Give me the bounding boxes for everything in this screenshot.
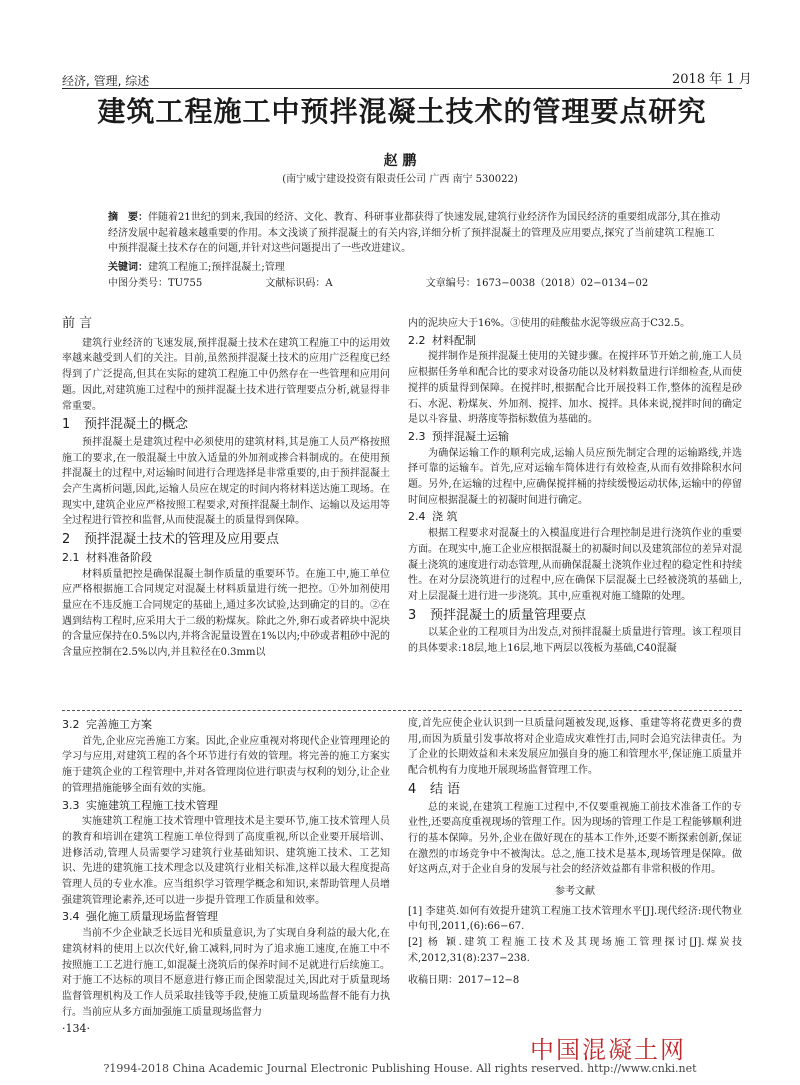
received-date	[408, 973, 742, 989]
section-2-2-title: 材料配制	[432, 333, 476, 347]
page-number: ·134·	[62, 1022, 90, 1035]
section-3-4-number: 3.4	[62, 910, 80, 924]
section-1-paragraph: 预拌混凝土是建筑过程中必须使用的建筑材料,其是施工人员严格按照施工的要求,在一般混凝土中放入适量的外加剂或掺合料制成的。在使用预拌混凝土的过程中,对运输时间进行合理选择是非常重要的,由于预拌混凝土会产生离析问题,因此,运输人员应在规定的时间内将材料送达施工现场。在现实中,建筑企业应严格按照工程要求,对预拌混凝土制作、运输以及运用等全过程进行管控和监督,从而使混凝土的质量得到保障。	[62, 436, 390, 527]
section-3-heading	[408, 608, 742, 624]
doc-code-label: 文献标识码：	[265, 278, 326, 289]
section-1-number: 1	[62, 417, 71, 433]
section-1-title: 预拌混凝土的概念	[84, 417, 189, 433]
section-3-2-paragraph: 首先,企业应完善施工方案。因此,企业应重视对将现代企业管理理论的学习与应用,对建筑工程的各个环节进行有效的管理。将完善的施工方案实施于建筑企业的工程管理中,并对各管理岗位进行职责与权利的划分,让企业的管理措施能够全面有效的实施。	[62, 735, 390, 794]
section-2-3-paragraph: 为确保运输工作的顺利完成,运输人员应预先制定合理的运输路线,并选择可靠的运输车。首先,应对运输车简体进行有效检查,从而有效排除积水问题。另外,在运输的过程中,应确保搅拌桶的持续缓慢运动状体,运输中的停留时间应根据混凝土的初凝时间进行确定。	[408, 447, 742, 506]
clc-value: TU755	[168, 278, 203, 289]
issue-date: 2018 年 1 月	[672, 72, 752, 87]
section-3-4-paragraph: 当前不少企业缺乏长远目光和质量意识,为了实现自身利益的最大化,在建筑材料的使用上以次代好,偷工减料,同时为了追求施工速度,在施工中不按照施工工艺进行施工,如混凝土浇筑后的保养时间不足就进行后续施工。对于施工不达标的项目不愿意进行修正而企图蒙混过关,因此对于质量现场监督管理机构及工作人员采取挂钱等手段,使施工质量现场监督不能有力执行。当前应从多方面加强施工质量现场监督力	[62, 928, 390, 1018]
received-label: 收稿日期：	[408, 974, 458, 986]
section-3-paragraph: 以某企业的工程项目为出发点,对预拌混凝土质量进行管理。该工程项目的具体要求:18层,地上16层,地下两层以筏板为基础,C40混凝	[408, 627, 742, 655]
section-3-2-number: 3.2	[62, 718, 80, 731]
keywords-text: 建筑工程施工;预拌混凝土;管理	[148, 262, 285, 273]
section-4-number: 4	[408, 781, 417, 797]
abstract	[108, 210, 724, 257]
section-2-4-heading	[408, 509, 742, 525]
abstract-text: 伴随着21世纪的到来,我国的经济、文化、教育、科研事业都获得了快速发展,建筑行业经济作为国民经济的重要组成部分,其在推动经济发展中起着越来越重要的作用。本文浅谈了预拌混凝土的有关内容,详细分析了预拌混凝土的管理及应用要点,探究了当前建筑工程施工中预拌混凝土技术存在的问题,并针对这些问题提出了一些改进建议。	[108, 212, 721, 254]
section-2-2-heading	[408, 333, 742, 349]
section-3-4-title: 强化施工质量现场监督管理	[86, 910, 218, 924]
keywords-label: 关键词：	[108, 262, 148, 273]
continued-paragraph: 内的泥块应大于16%。③使用的硅酸盐水泥等级应高于C32.5。	[408, 318, 691, 329]
section-4-title: 结 语	[430, 781, 461, 797]
section-2-3-title: 预拌混凝土运输	[432, 429, 509, 443]
header-rule	[62, 88, 742, 89]
doc-code-value: A	[325, 278, 333, 289]
lower-right-column	[408, 716, 742, 988]
section-2-4-number: 2.4	[408, 510, 426, 524]
article-no-value: 1673−0038（2018）02−0134−02	[475, 278, 649, 289]
section-2-title: 预拌混凝土技术的管理及应用要点	[84, 532, 280, 548]
section-2-1-number: 2.1	[62, 550, 80, 564]
intro-paragraph: 建筑行业经济的飞速发展,预拌混凝土技术在建筑工程施工中的运用效率越来越受到人们的关注。目前,虽然预拌混凝土技术的应用广泛程度已经得到了广泛提高,但其在实际的建筑工程施工中仍然存在一些管理和应用问题。因此,对建筑施工过程中的预拌混凝土技术进行管理要点分析,就显得非常重要。	[62, 337, 390, 412]
section-3-3-heading	[62, 798, 390, 814]
watermark-logo: 中国混凝土网	[530, 1036, 686, 1064]
section-3-title: 预拌混凝土的质量管理要点	[430, 607, 587, 623]
section-3-3-number: 3.3	[62, 798, 80, 812]
reference-2: [2] 杨 颖.建筑工程施工技术及其现场施工管理探讨[J].煤炭技术,2012,31(8):237−238.	[408, 937, 742, 964]
section-2-4-paragraph: 根据工程要求对混凝土的入模温度进行合理控制是进行浇筑作业的重要方面。在现实中,施工企业应根据混凝土的初凝时间以及建筑部位的差异对混凝土浇筑的速度进行动态管理,从而确保混凝土浇筑作业过程的稳定性和持续性。在对分层浇筑进行的过程中,应在确保下层混凝土已经被浇筑的基础上,对上层混凝土进行进一步浇筑。其中,应重视对施工缝隙的处理。	[408, 528, 742, 602]
section-3-number: 3	[408, 607, 417, 623]
clc-label: 中图分类号：	[108, 278, 168, 289]
section-4-paragraph: 总的来说,在建筑工程施工过程中,不仅要重视施工前技术准备工作的专业性,还要高度重视现场的管理工作。因为现场的管理工作是工程能够顺利进行的基本保障。另外,企业在做好现在的基本工作外,还要不断探索创新,保证在激烈的市场竞争中不被淘汰。总之,施工技术是基本,现场管理是保障。做好这两点,对于企业自身的发展与社会的经济效益都有非常积极的作用。	[408, 801, 742, 876]
section-2-number: 2	[62, 532, 71, 548]
section-divider	[62, 710, 742, 711]
affiliation: (南宁威宁建设投资有限责任公司 广西 南宁 530022)	[282, 174, 518, 185]
section-2-2-paragraph: 搅拌制作是预拌混凝土使用的关键步骤。在搅拌环节开始之前,施工人员应根据任务单和配合比的要求对设备功能以及材料数量进行详细检查,从而使搅拌的质量得到保障。在搅拌时,根据配合比开展投料工作,整体的流程是砂石、水泥、粉煤灰、外加剂、搅拌、加水、搅拌。具体来说,搅拌时间的确定是以斗容量、坍落度等指标数值为基础的。	[408, 351, 742, 426]
section-2-3-heading	[408, 429, 742, 445]
paper-title: 建筑工程施工中预拌混凝土技术的管理要点研究	[97, 95, 707, 128]
section-2-4-title: 浇 筑	[432, 510, 458, 524]
keywords	[108, 258, 285, 273]
lower-left-column	[62, 716, 390, 1020]
references-title: 参考文献	[555, 886, 595, 898]
received-value: 2017−12−8	[458, 974, 520, 986]
abstract-label: 摘 要：	[108, 212, 148, 223]
section-2-3-number: 2.3	[408, 429, 426, 443]
section-1-heading	[62, 417, 390, 433]
journal-section: 经济, 管理, 综述	[62, 74, 150, 88]
reference-1: [1] 李建英.如何有效提升建筑工程施工技术管理水平[J].现代经济:现代物业中旬刊,2011,(6):66−67.	[408, 905, 742, 933]
upper-left-column	[62, 316, 390, 661]
section-3-4-heading	[62, 909, 390, 925]
intro-heading: 前 言	[62, 316, 93, 331]
copyright-footer: ?1994-2018 China Academic Journal Electronic Publishing House. All rights reserved. http://www.cnki.net	[103, 1062, 697, 1075]
section-3-2-heading	[62, 717, 390, 733]
section-2-heading	[62, 532, 390, 548]
section-3-3-paragraph: 实施建筑工程施工技术管理中管理技术是主要环节,施工技术管理人员的教育和培训在建筑工程施工单位得到了高度重视,所以企业要开展培训、进修活动,管理人员需要学习建筑行业基础知识、建筑施工技术、工艺知识、先进的建筑施工技术理念以及建筑行业相关标准,这样以最大程度提高管理人员的专业水准。应当组织学习管理学概念和知识,来帮助管理人员增强建筑管理论素养,还可以进一步提升管理工作质量和效率。	[62, 816, 390, 906]
section-2-1-heading	[62, 550, 390, 566]
author: 赵 鹏	[383, 153, 417, 169]
section-3-3-title: 实施建筑工程施工技术管理	[86, 798, 218, 812]
section-2-2-number: 2.2	[408, 333, 426, 347]
section-3-2-title: 完善施工方案	[86, 718, 152, 731]
section-2-1-title: 材料准备阶段	[86, 550, 152, 564]
section-2-1-paragraph: 材料质量把控是确保混凝土制作质量的重要环节。在施工中,施工单位应严格根据施工合同规定对混凝土材料质量进行统一把控。①外加剂使用量应在不违反施工合同规定的基础上,通过多次试验,达到确定的目的。②在遇到结构工程时,应采用大于二级的粉煤灰。除此之外,卵石或者碎块中泥块的含量应保持在0.5%以内,并将含泥量设置在1%以内;中砂或者粗砂中泥的含量应控制在2.5%以内,并且粒径在0.3mm以	[62, 568, 390, 659]
section-4-heading	[408, 782, 742, 798]
classification-line	[108, 274, 728, 289]
article-no-label: 文章编号：	[425, 278, 476, 289]
continued-paragraph-2: 度,首先应使企业认识到一旦质量问题被发现,返修、重建等将花费更多的费用,而因为质量引发事故将对企业造成灾难性打击,同时会追究法律责任。为了企业的长期效益和未来发展应加强自身的施工和管理水平,保证施工质量并配合机构有力度地开展现场监督管理工作。	[408, 718, 742, 777]
upper-right-column	[408, 316, 742, 657]
